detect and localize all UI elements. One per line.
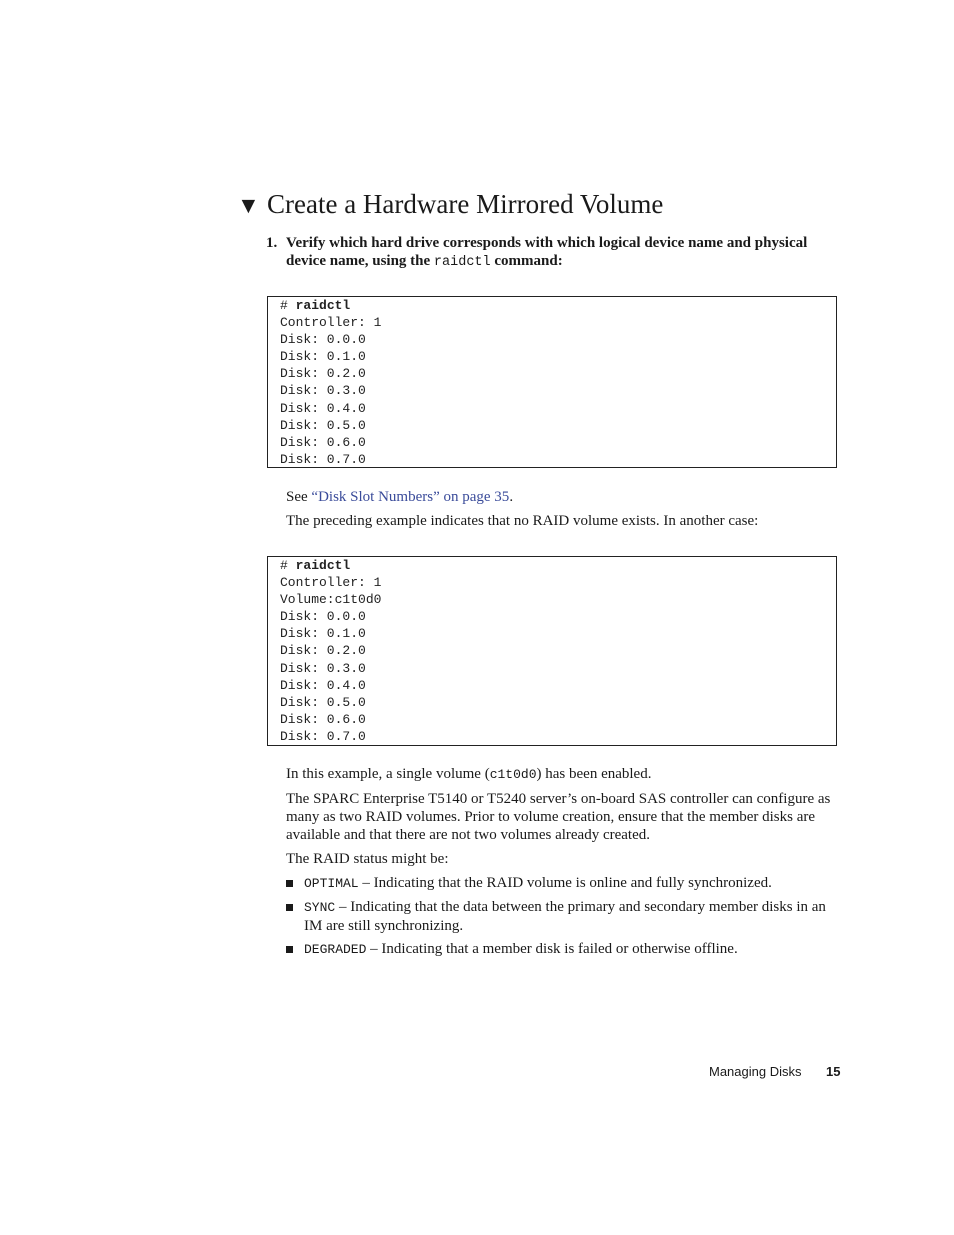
see-reference — [286, 488, 841, 506]
code-line: Disk: 0.1.0 — [280, 626, 366, 642]
see-suffix: . — [509, 489, 514, 505]
code-line: Disk: 0.3.0 — [280, 383, 366, 399]
step-command: raidctl — [433, 255, 491, 270]
code-line: Disk: 0.2.0 — [280, 366, 366, 382]
code-command: raidctl — [295, 558, 351, 573]
code-line: Disk: 0.1.0 — [280, 349, 366, 365]
status-code: DEGRADED — [304, 942, 367, 957]
code-line: Disk: 0.3.0 — [280, 660, 366, 676]
status-description: – Indicating that the data between the primary and secondary member disks in an IM are still synchronizing. — [304, 899, 826, 934]
step-text-after: command: — [490, 253, 563, 269]
code-line: Volume:c1t0d0 — [280, 592, 382, 608]
code-line: Disk: 0.7.0 — [280, 451, 366, 467]
status-bullet-sync — [286, 898, 841, 935]
code-prompt: # — [280, 298, 296, 313]
code-block-1 — [267, 296, 837, 468]
code-prompt-line — [280, 297, 836, 314]
footer-page-number: 15 — [826, 1064, 841, 1079]
code-block-2 — [267, 556, 837, 746]
code-line: Controller: 1 — [280, 315, 382, 331]
status-description: – Indicating that a member disk is failed or otherwise offline. — [366, 941, 738, 957]
code-prompt-line — [280, 557, 836, 574]
raid-status-intro: The RAID status might be: — [286, 851, 449, 867]
status-description: – Indicating that the RAID volume is online and fully synchronized. — [358, 875, 772, 891]
code-line: Disk: 0.6.0 — [280, 711, 366, 727]
sparc-controller-paragraph: The SPARC Enterprise T5140 or T5240 server’s on-board SAS controller can configure as many as two RAID volumes. Prior to volume creation, ensure that the member disks are available and that there are not two volumes already created. — [286, 791, 831, 843]
bullet-square-icon — [286, 904, 293, 911]
no-raid-paragraph: The preceding example indicates that no RAID volume exists. In another case: — [286, 513, 759, 529]
bullet-text — [304, 898, 841, 935]
disk-slot-numbers-link[interactable]: “Disk Slot Numbers” on page 35 — [311, 489, 510, 505]
bullet-square-icon — [286, 946, 293, 953]
step-text — [286, 234, 826, 272]
step-text-before: Verify which hard drive corresponds with which logical device name and physical device name, using the — [286, 235, 808, 269]
step-number: 1. — [266, 235, 278, 251]
code-line: Disk: 0.6.0 — [280, 434, 366, 450]
code-line: Disk: 0.0.0 — [280, 609, 366, 625]
see-prefix: See — [286, 489, 312, 505]
single-after: ) has been enabled. — [536, 766, 652, 782]
single-before: In this example, a single volume ( — [286, 766, 490, 782]
status-code: OPTIMAL — [304, 876, 359, 891]
code-command: raidctl — [295, 298, 351, 313]
code-line: Disk: 0.7.0 — [280, 728, 366, 744]
step-1 — [266, 234, 826, 272]
code-prompt: # — [280, 558, 296, 573]
triangle-marker-icon: ▼ — [237, 193, 260, 218]
code-line: Disk: 0.5.0 — [280, 417, 366, 433]
bullet-text — [304, 874, 841, 893]
bullet-text — [304, 940, 841, 959]
single-volume-paragraph — [286, 765, 841, 784]
code-line: Disk: 0.5.0 — [280, 694, 366, 710]
bullet-square-icon — [286, 880, 293, 887]
code-line: Disk: 0.0.0 — [280, 332, 366, 348]
volume-name-code: c1t0d0 — [489, 767, 537, 782]
code-line: Controller: 1 — [280, 575, 382, 591]
status-bullet-degraded — [286, 940, 841, 959]
footer-section-name: Managing Disks — [709, 1064, 802, 1079]
code-line: Disk: 0.4.0 — [280, 677, 366, 693]
section-heading — [237, 186, 663, 224]
status-bullet-optimal — [286, 874, 841, 893]
code-line: Disk: 0.2.0 — [280, 643, 366, 659]
heading-title: Create a Hardware Mirrored Volume — [267, 189, 664, 219]
code-line: Disk: 0.4.0 — [280, 400, 366, 416]
status-code: SYNC — [304, 900, 336, 915]
